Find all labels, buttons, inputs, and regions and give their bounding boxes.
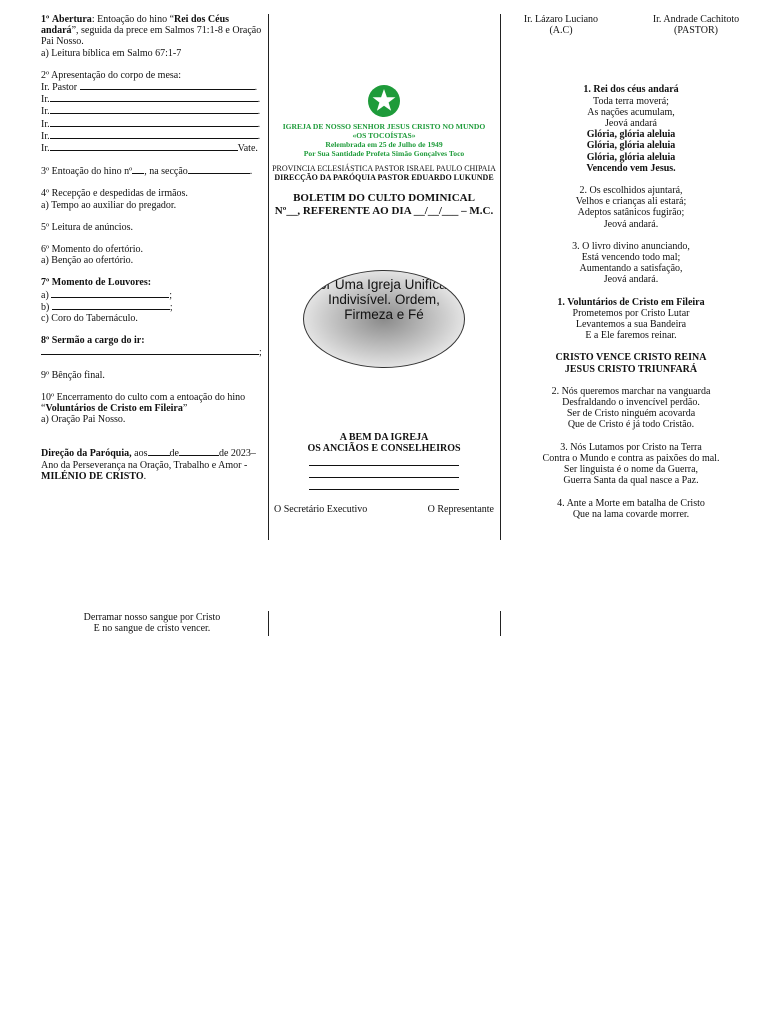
item-7-c: c) Coro do Tabernáculo. xyxy=(41,313,138,325)
item-1-text: : Entoação do hino “ xyxy=(91,14,175,25)
verse-line: 3. O livro divino anunciando, xyxy=(572,240,690,252)
millennium-label: MILÉNIO DE CRISTO xyxy=(41,470,144,482)
church-name: IGREJA DE NOSSO SENHOR JESUS CRISTO NO MUNDO xyxy=(282,122,486,131)
verse-line: Está vencendo todo mal; xyxy=(581,252,681,264)
hymn-1-verse-3 xyxy=(506,241,756,286)
verse-line: Guerra Santa da qual nasce a Paz. xyxy=(563,475,699,487)
verse-line: Contra o Mundo e contra as paixões do mal. xyxy=(542,452,720,464)
hymn-2-title: 1. Voluntários de Cristo em Fileira xyxy=(557,296,705,308)
item-3: 3º Entoação do hino nº , na secção . xyxy=(41,166,253,178)
bottom-verse-line: Derramar nosso sangue por Cristo xyxy=(83,612,221,623)
item-6-title: 6º Momento do ofertório. xyxy=(41,244,143,256)
item-10-sub: a) Oração Pai Nosso. xyxy=(41,414,126,426)
verse-line: Vencendo vem Jesus. xyxy=(586,162,676,174)
item-2-row: Ir. . xyxy=(41,106,261,118)
verse-line: Jeová andará xyxy=(605,118,657,130)
item-8-title: 8º Sermão a cargo do ir: xyxy=(41,335,145,347)
secretary-label: O Secretário Executivo xyxy=(274,504,368,516)
star-logo-icon xyxy=(367,84,401,118)
item-2-row: Ir. . xyxy=(41,118,261,130)
verse-line: Glória, glória aleluia xyxy=(586,129,676,141)
verse-line: Que na lama covarde morrer. xyxy=(572,508,690,520)
item-1-text-b: ”, seguida da prece em Salmos 71:1-8 e Oração Pai Nosso. xyxy=(41,25,262,48)
for-the-good-heading: A BEM DA IGREJA xyxy=(339,432,429,443)
hymns-column xyxy=(506,14,756,520)
item-10-hymn: Voluntários de Cristo em Fileira xyxy=(45,403,183,415)
verse-line: Jeová andará. xyxy=(603,274,659,286)
hymn-2-verse-2 xyxy=(506,386,756,431)
signature-line xyxy=(309,468,459,478)
item-9: 9º Bênção final. xyxy=(41,369,105,381)
hymn-2-verse-4 xyxy=(506,498,756,520)
hymn-1-chorus xyxy=(506,129,756,174)
seal-image xyxy=(303,270,465,368)
verse-line: 2. Os escolhidos ajuntará, xyxy=(579,185,683,197)
verse-line: 2. Nós queremos marchar na vanguarda xyxy=(551,385,711,397)
bottom-verse xyxy=(41,612,263,634)
item-2-row: Ir. . xyxy=(41,130,261,142)
item-10: 10º Encerramento do culto com a entoação do hino “Voluntários de Cristo em Fileira” xyxy=(41,391,246,415)
item-8-line: ; xyxy=(41,346,263,358)
item-1-sub: a) Leitura bíblica em Salmo 67:1-7 xyxy=(41,47,182,59)
divider-left-bottom xyxy=(268,611,269,636)
divider-right-top xyxy=(500,14,501,540)
verse-line: Levantemos a sua Bandeira xyxy=(575,319,687,331)
item-4-sub: a) Tempo ao auxiliar do pregador. xyxy=(41,199,177,211)
item-2-title: 2º Apresentação do corpo de mesa: xyxy=(41,69,181,81)
item-7-title: 7º Momento de Louvores: xyxy=(41,277,152,289)
hymn-2-verse-3 xyxy=(506,442,756,487)
verse-line: As nações acumulam, xyxy=(587,106,675,118)
divider-right-bottom xyxy=(500,611,501,636)
item-5: 5º Leitura de anúncios. xyxy=(41,221,133,233)
hymn-2-verse-1 xyxy=(506,308,756,342)
hymn-1-verse-2 xyxy=(506,185,756,230)
verse-line: Adeptos satânicos fugirão; xyxy=(577,207,685,219)
verse-line: Ser de Cristo ninguém acovarda xyxy=(566,408,696,420)
parish-direction: DIRECÇÃO DA PARÓQUIA PASTOR EDUARDO LUKUNDE xyxy=(274,173,494,182)
item-2-row: Ir. Vate. xyxy=(41,143,258,155)
bulletin-title: BOLETIM DO CULTO DOMINICAL xyxy=(293,192,475,204)
item-1-label: Abertura xyxy=(51,14,92,25)
verse-line: 3. Nós Lutamos por Cristo na Terra xyxy=(560,441,702,453)
item-1 xyxy=(41,14,263,48)
signature-line xyxy=(309,480,459,490)
item-7-b: b) ; xyxy=(41,301,173,313)
church-date: Relembrada em 25 de Julho de 1949 xyxy=(325,140,443,149)
province-line: PROVINCIA ECLESIÁSTICA PASTOR ISRAEL PAULO CHIPAIA xyxy=(272,164,496,173)
verse-line: Que de Cristo é já todo Cristão. xyxy=(567,419,695,431)
item-1-hymn: Rei dos Céus andará xyxy=(41,14,230,37)
verse-line: Toda terra moverá; xyxy=(593,95,669,107)
verse-line: Velhos e crianças ali estará; xyxy=(575,196,687,208)
item-6-sub: a) Benção ao ofertório. xyxy=(41,255,134,267)
signatory-ac: Ir. Lázaro Luciano (A.C) xyxy=(523,14,599,37)
verse-line: JESUS CRISTO TRIUNFARÁ xyxy=(564,363,698,375)
signature-line xyxy=(309,456,459,466)
verse-line: E a Ele faremos reinar. xyxy=(585,330,677,342)
signatories xyxy=(506,14,756,36)
signatures-row xyxy=(272,504,496,515)
item-7-a: a) ; xyxy=(41,289,173,301)
verse-line: Jeová andará. xyxy=(603,218,659,230)
elders-heading: OS ANCIÃOS E CONSELHEIROS xyxy=(307,443,461,455)
item-2-row: Ir. . xyxy=(41,94,261,106)
verse-line: Desfraldando o invencível perdão. xyxy=(562,397,700,409)
hymn-1-verse-1 xyxy=(506,96,756,130)
divider-left-top xyxy=(268,14,269,540)
verse-line: CRISTO VENCE CRISTO REINA xyxy=(555,352,707,364)
church-subtitle: «OS TOCOÍSTAS» xyxy=(352,131,416,140)
item-4-title: 4º Recepção e despedidas de irmãos. xyxy=(41,188,188,200)
item-1-number: 1º xyxy=(41,14,50,25)
cover-column xyxy=(272,84,496,516)
seal-motto: Por Uma Igreja Unifíca e Indivisível. Ordem, Firmeza e Fé xyxy=(310,277,458,322)
verse-line: 4. Ante a Morte em batalha de Cristo xyxy=(557,497,705,509)
representative-label: O Representante xyxy=(427,504,494,516)
direction-paragraph: Direção da Paróquia, aos de de 2023– Ano da Perseverança na Oração, Trabalho e Amor - MILÉNIO DE CRISTO. xyxy=(41,448,256,482)
hymn-2-chorus xyxy=(506,352,756,374)
verse-line: Ser linguista é o nome da Guerra, xyxy=(563,464,699,476)
verse-line: Aumentando a satisfação, xyxy=(579,263,683,275)
verse-line: Prometemos por Cristo Lutar xyxy=(572,307,690,319)
bottom-verse-line: E no sangue de cristo vencer. xyxy=(93,623,211,635)
church-founder: Por Sua Santidade Profeta Simão Gonçalves Toco xyxy=(303,149,465,158)
hymn-1-title: 1. Rei dos céus andará xyxy=(583,84,679,96)
signatory-pastor: Ir. Andrade Cachitoto (PASTOR) xyxy=(652,14,740,37)
program-column xyxy=(41,14,263,482)
verse-line: Glória, glória aleluia xyxy=(586,140,676,152)
verse-line: Glória, glória aleluia xyxy=(586,151,676,163)
bulletin-reference: Nº__, REFERENTE AO DIA __/__/___ – M.C. xyxy=(274,205,494,217)
item-2-row: Ir. Pastor . xyxy=(41,82,258,94)
